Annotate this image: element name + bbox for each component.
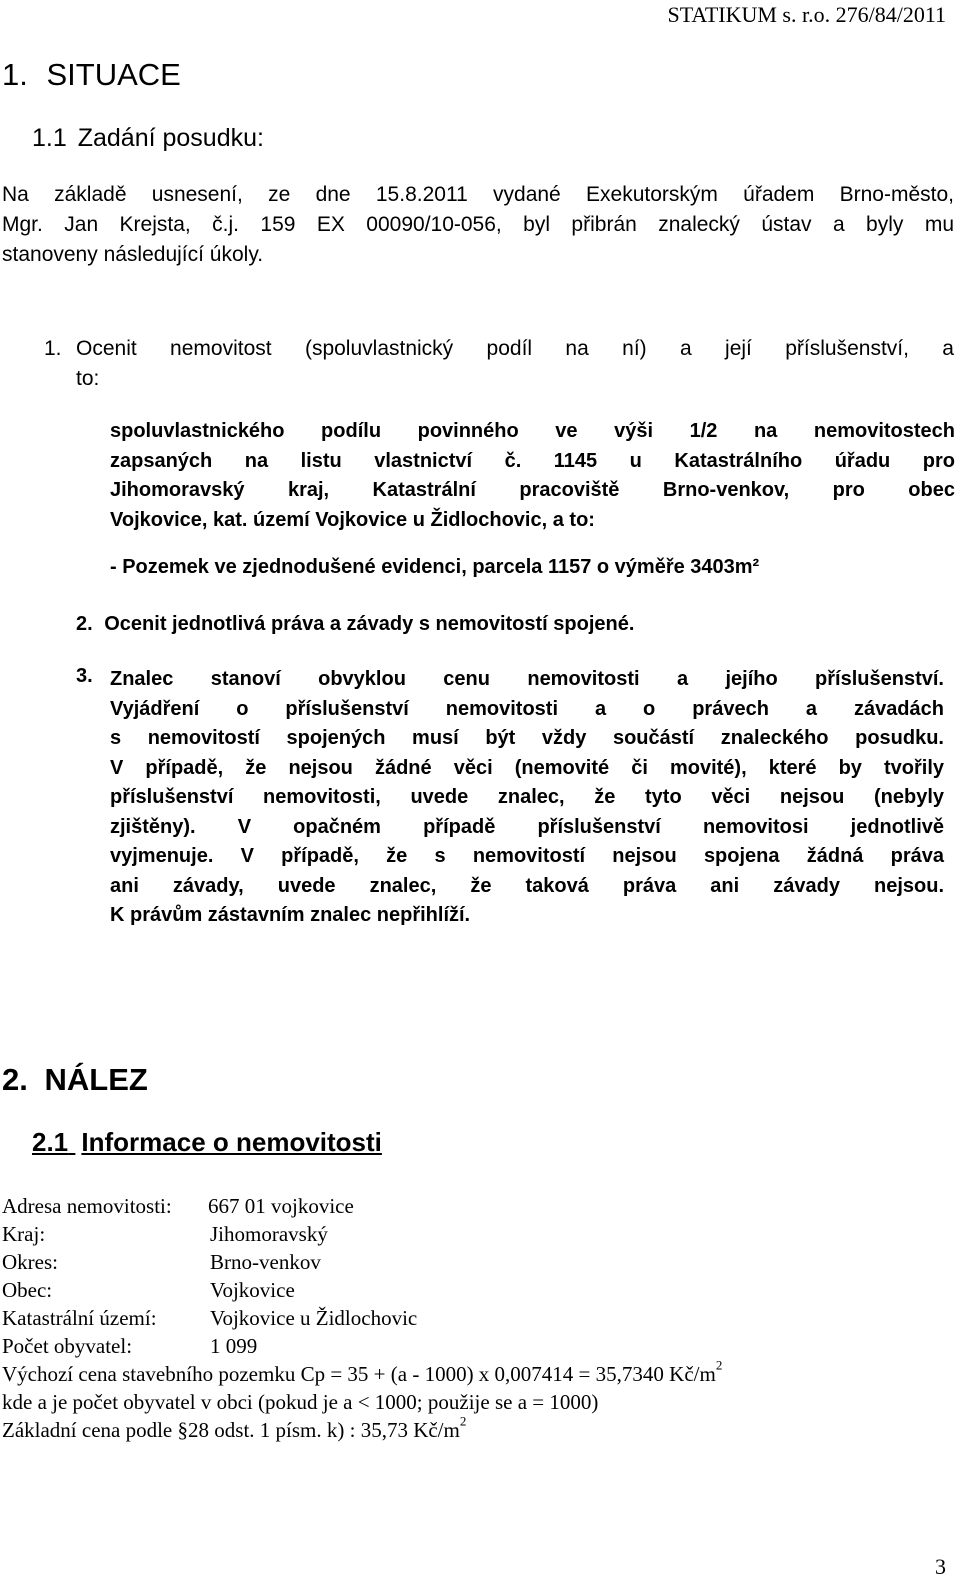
info-row-cadastral bbox=[2, 1304, 722, 1332]
intro-line: stanoveny následující úkoly. bbox=[2, 243, 264, 266]
subsection-2-1-title: Informace o nemovitosti bbox=[81, 1127, 382, 1157]
population-label: Počet obyvatel: bbox=[2, 1334, 133, 1358]
task-3-line: zjištěny). V opačném případě příslušenství nemovitosi jednotlivě bbox=[110, 815, 944, 838]
district-label: Okres: bbox=[2, 1250, 58, 1274]
task-1-number: 1. bbox=[44, 337, 62, 360]
info-row-region bbox=[2, 1220, 722, 1248]
info-row-district bbox=[2, 1248, 722, 1276]
task-3-line: Znalec stanoví obvyklou cenu nemovitosti a jejího příslušenství. bbox=[110, 668, 944, 690]
address-label: Adresa nemovitosti: bbox=[2, 1194, 172, 1218]
section-2-number: 2. bbox=[2, 1062, 28, 1097]
formula-superscript: 2 bbox=[715, 1357, 723, 1373]
address-value: 667 01 vojkovice bbox=[208, 1194, 354, 1218]
task-3-line: K právům zástavním znalec nepřihlíží. bbox=[110, 904, 471, 926]
formula-text: Výchozí cena stavebního pozemku Cp = 35 + (a - 1000) x 0,007414 = 35,7340 Kč/m bbox=[2, 1362, 716, 1386]
section-1-number: 1. bbox=[2, 57, 28, 92]
population-note: kde a je počet obyvatel v obci (pokud je a < 1000; použije se a = 1000) bbox=[2, 1390, 599, 1414]
task-3-line: ani závady, uvede znalec, že taková práva ani závady nejsou. bbox=[110, 874, 944, 897]
base-price-formula bbox=[2, 1357, 723, 1388]
task-1-parcel: - Pozemek ve zjednodušené evidenci, parcela 1157 o výměře 3403m² bbox=[110, 556, 760, 578]
task-1-detail-line: spoluvlastnického podílu povinného ve výši 1/2 na nemovitostech bbox=[110, 420, 955, 442]
municipality-label: Obec: bbox=[2, 1278, 53, 1302]
task-3-line: V případě, že nejsou žádné věci (nemovité či movité), které by tvořily bbox=[110, 756, 944, 779]
intro-paragraph bbox=[2, 180, 954, 270]
district-value: Brno-venkov bbox=[210, 1250, 321, 1274]
task-1-detail-line: zapsaných na listu vlastnictví č. 1145 u Katastrálního úřadu pro bbox=[110, 449, 955, 472]
task-3-line: příslušenství nemovitosti, uvede znalec, že tyto věci nejsou (nebyly bbox=[110, 786, 944, 808]
task-3-line: s nemovitostí spojených musí být vždy součástí znaleckého posudku. bbox=[110, 727, 944, 749]
region-value: Jihomoravský bbox=[210, 1222, 328, 1246]
section-2-title: NÁLEZ bbox=[44, 1062, 148, 1097]
task-2-number: 2. bbox=[76, 613, 93, 635]
task-3-text bbox=[110, 665, 944, 931]
task-3-line: Vyjádření o příslušenství nemovitosti a o právech a závadách bbox=[110, 697, 944, 720]
info-row-municipality bbox=[2, 1276, 722, 1304]
subsection-2-1-number: 2.1 bbox=[32, 1127, 69, 1157]
region-label: Kraj: bbox=[2, 1222, 46, 1246]
section-2-heading bbox=[2, 1062, 148, 1098]
population-value: 1 099 bbox=[210, 1334, 258, 1358]
section-1-title: SITUACE bbox=[46, 57, 181, 92]
task-3-line: vyjmenuje. V případě, že s nemovitostí nejsou spojena žádná práva bbox=[110, 845, 944, 867]
task-2 bbox=[76, 613, 634, 636]
cadastral-value: Vojkovice u Židlochovic bbox=[210, 1306, 418, 1330]
municipality-value: Vojkovice bbox=[210, 1278, 295, 1302]
task-2-text: Ocenit jednotlivá práva a závady s nemovitostí spojené. bbox=[104, 613, 635, 635]
base-price-prefix: Základní cena podle bbox=[2, 1418, 178, 1442]
task-1-line: to: bbox=[76, 367, 100, 390]
task-1-detail bbox=[110, 417, 955, 535]
base-price-superscript: 2 bbox=[459, 1413, 467, 1429]
document-reference: STATIKUM s. r.o. 276/84/2011 bbox=[667, 2, 946, 27]
task-1 bbox=[44, 334, 954, 394]
intro-line: Na základě usnesení, ze dne 15.8.2011 vydané Exekutorským úřadem Brno-město, bbox=[2, 183, 954, 206]
page-number: 3 bbox=[935, 1554, 946, 1579]
base-price-suffix: 28 odst. 1 písm. k) : 35,73 Kč/m bbox=[188, 1418, 460, 1442]
property-info bbox=[2, 1192, 722, 1444]
intro-line: Mgr. Jan Krejsta, č.j. 159 EX 00090/10-056, byl přibrán znalecký ústav a byly mu bbox=[2, 213, 954, 236]
subsection-1-1-number: 1.1 bbox=[32, 124, 67, 152]
task-1-detail-line: Vojkovice, kat. území Vojkovice u Židlochovic, a to: bbox=[110, 508, 595, 531]
cadastral-label: Katastrální území: bbox=[2, 1306, 157, 1330]
info-row-population bbox=[2, 1332, 722, 1360]
task-1-line: Ocenit nemovitost (spoluvlastnický podíl na ní) a její příslušenství, a bbox=[76, 337, 954, 360]
task-1-detail-line: Jihomoravský kraj, Katastrální pracoviště Brno-venkov, pro obec bbox=[110, 479, 955, 501]
section-sign-link[interactable]: § bbox=[177, 1418, 189, 1442]
subsection-1-1-heading bbox=[32, 124, 264, 153]
task-3-number: 3. bbox=[76, 665, 93, 687]
subsection-1-1-title: Zadání posudku: bbox=[77, 124, 264, 152]
subsection-2-1-heading bbox=[32, 1127, 382, 1158]
info-row-address bbox=[2, 1192, 722, 1220]
base-price bbox=[2, 1413, 722, 1444]
section-1-heading bbox=[2, 57, 181, 93]
